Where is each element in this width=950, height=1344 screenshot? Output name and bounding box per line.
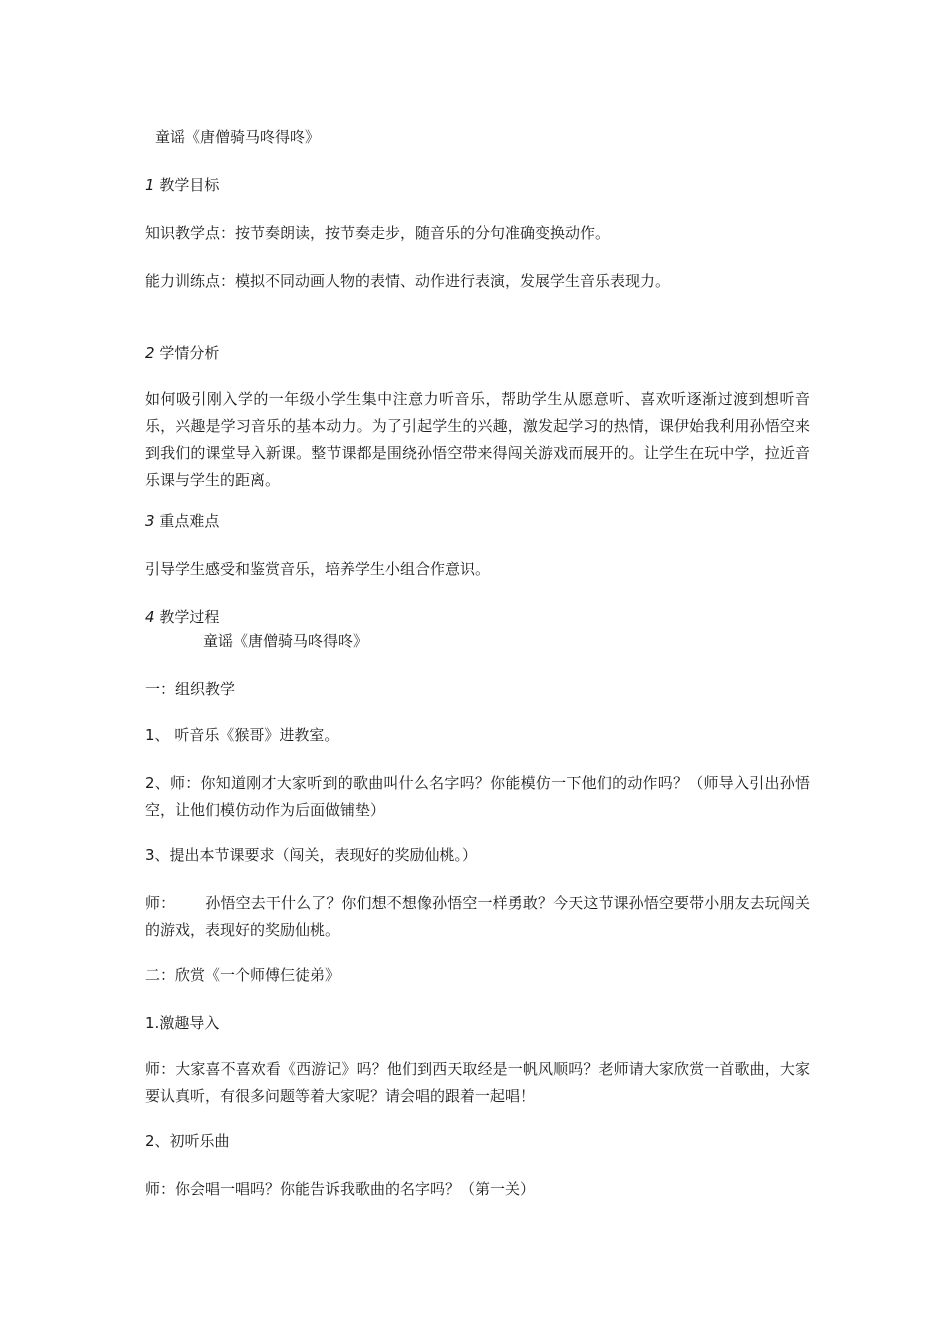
teacher-text: 孙悟空去干什么了？你们想不想像孙悟空一样勇敢？今天这节课孙悟空要带小朋友去玩闯关的游戏，表现好的奖励仙桃。 — [145, 894, 810, 939]
item-number: 1、 — [145, 726, 170, 744]
sub-item-2 — [145, 1128, 810, 1155]
item-text: 听音乐《猴哥》进教室。 — [174, 726, 340, 744]
analysis-paragraph: 如何吸引刚入学的一年级小学生集中注意力听音乐，帮助学生从愿意听、喜欢听逐渐过渡到想听音乐，兴趣是学习音乐的基本动力。为了引起学生的兴趣，激发起学习的热情，课伊始我利用孙悟空来到我们的课堂导入新课。整节课都是围绕孙悟空带来得闯关游戏而展开的。让学生在玩中学，拉近音乐课与学生的距离。 — [145, 390, 810, 489]
section-heading-1 — [145, 172, 810, 199]
section-number: 2 — [145, 344, 155, 362]
section-heading-text: 教学过程 — [159, 608, 220, 626]
item-number: 3、 — [145, 846, 170, 864]
sub-item-1 — [145, 1010, 810, 1037]
list-item-3 — [145, 842, 810, 869]
goal-knowledge: 知识教学点：按节奏朗读，按节奏走步，随音乐的分句准确变换动作。 — [145, 224, 611, 242]
item-number: 2、 — [145, 774, 171, 792]
list-item-1 — [145, 722, 810, 749]
list-item-2 — [145, 770, 810, 824]
section-number: 3 — [145, 512, 155, 530]
part1-heading: 一：组织教学 — [145, 680, 236, 698]
section-heading-2 — [145, 340, 810, 367]
section-number: 1 — [145, 176, 155, 194]
section-heading-3 — [145, 508, 810, 535]
item-number: 1. — [145, 1014, 160, 1032]
part2-heading: 二：欣赏《一个师傅仨徒弟》 — [145, 966, 341, 984]
item-text: 提出本节课要求（闯关，表现好的奖励仙桃。） — [169, 846, 478, 864]
item-text: 激趣导入 — [159, 1014, 220, 1032]
section-heading-text: 教学目标 — [159, 176, 220, 194]
goal-ability: 能力训练点：模拟不同动画人物的表情、动作进行表演，发展学生音乐表现力。 — [145, 272, 671, 290]
section-heading-text: 重点难点 — [159, 512, 220, 530]
item-text: 师：你知道刚才大家听到的歌曲叫什么名字吗？你能模仿一下他们的动作吗？（师导入引出孙悟空，让他们模仿动作为后面做铺垫） — [145, 774, 810, 819]
teacher-paragraph-2: 师：大家喜不喜欢看《西游记》吗？他们到西天取经是一帆风顺吗？老师请大家欣赏一首歌曲，大家要认真听，有很多问题等着大家呢？请会唱的跟着一起唱！ — [145, 1060, 810, 1105]
document-title: 童谣《唐僧骑马咚得咚》 — [155, 128, 321, 146]
difficulty-paragraph: 引导学生感受和鉴赏音乐，培养学生小组合作意识。 — [145, 560, 491, 578]
item-text: 初听乐曲 — [169, 1132, 230, 1150]
section-heading-text: 学情分析 — [159, 344, 220, 362]
teacher-paragraph-1 — [145, 890, 810, 944]
teacher-label: 师： — [145, 894, 176, 912]
section-heading-4 — [145, 604, 810, 631]
process-title: 童谣《唐僧骑马咚得咚》 — [203, 632, 369, 650]
section-number: 4 — [145, 608, 155, 626]
item-number: 2、 — [145, 1132, 170, 1150]
teacher-paragraph-3: 师：你会唱一唱吗？你能告诉我歌曲的名字吗？（第一关） — [145, 1180, 536, 1198]
